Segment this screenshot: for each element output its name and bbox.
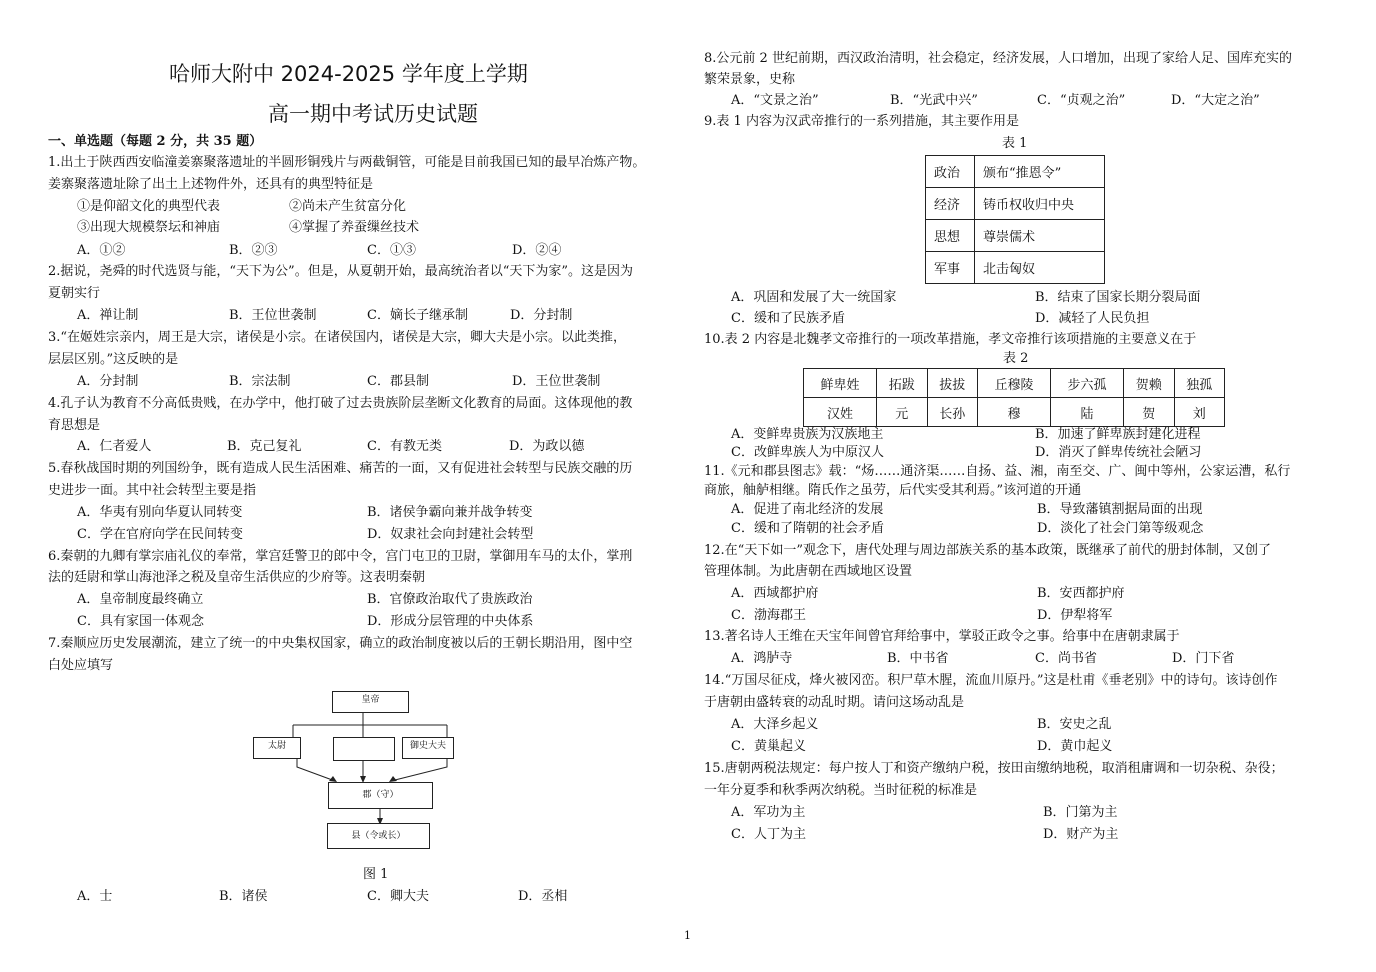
option-b: B．门第为主 — [1043, 805, 1118, 820]
question-stem: 姜寨聚落遗址除了出土上述物件外，还具有的典型特征是 — [48, 177, 374, 192]
table-cell: 拓跋 — [877, 369, 927, 398]
table-cell: 鲜卑姓 — [804, 369, 877, 398]
option-b: B．宗法制 — [229, 374, 291, 389]
option-a: A．华夷有别向华夏认同转变 — [77, 505, 243, 520]
option-d: D．消灭了鲜卑传统社会陋习 — [1035, 445, 1202, 460]
option-a: A．变鲜卑贵族为汉族地主 — [731, 427, 884, 442]
question-stem: 夏朝实行 — [48, 286, 101, 301]
table-cell: 贺赖 — [1124, 369, 1174, 398]
taiwei-box: 太尉 — [253, 737, 301, 759]
option-c: C．人丁为主 — [731, 827, 806, 842]
table-cell: 刘 — [1174, 398, 1225, 427]
table-cell: 独孤 — [1174, 369, 1225, 398]
question-stem: 商旅，舳舻相继。隋氏作之虽劳，后代实受其利焉。”该河道的开通 — [704, 483, 1082, 498]
option-d: D．减轻了人民负担 — [1035, 311, 1150, 326]
option-a: A．士 — [77, 889, 113, 904]
table-cell: 思想 — [926, 220, 975, 252]
option-b: B．诸侯 — [219, 889, 268, 904]
option-d: D．伊犁将军 — [1037, 608, 1113, 623]
statement: ①是仰韶文化的典型代表 — [77, 199, 221, 214]
option-a: A．禅让制 — [77, 308, 139, 323]
option-c: C．渤海郡王 — [731, 608, 806, 623]
option-d: D．形成分层管理的中央体系 — [367, 614, 534, 629]
table-cell: 尊崇儒术 — [975, 220, 1105, 252]
option-d: D．王位世袭制 — [512, 374, 601, 389]
option-d: D．②④ — [512, 243, 562, 258]
question-stem: 层层区别。”这反映的是 — [48, 352, 179, 367]
xian-box: 县（令或长） — [327, 823, 430, 849]
option-d: D．分封制 — [510, 308, 573, 323]
option-c: C．具有家国一体观念 — [77, 614, 204, 629]
option-a: A．大泽乡起义 — [731, 717, 819, 732]
table-cell: 军事 — [926, 252, 975, 284]
question-stem: 6.秦朝的九卿有掌宗庙礼仪的奉常，掌宫廷警卫的郎中令，宫门屯卫的卫尉，掌御用车马的太仆，掌刑 — [48, 549, 633, 564]
option-c: C．学在官府向学在民间转变 — [77, 527, 243, 542]
question-stem: 4.孔子认为教育不分高低贵贱，在办学中，他打破了过去贵族阶层垄断文化教育的局面。这体现他的教 — [48, 396, 633, 411]
statement: ③出现大规模祭坛和神庙 — [77, 220, 221, 235]
option-c: C．“贞观之治” — [1037, 93, 1126, 108]
option-a: A．仁者爱人 — [77, 439, 152, 454]
table-cell: 铸币权收归中央 — [975, 188, 1105, 220]
option-c: C．有教无类 — [367, 439, 442, 454]
question-stem: 9.表 1 内容为汉武帝推行的一系列措施，其主要作用是 — [704, 114, 1019, 129]
exam-title-line2: 高一期中考试历史试题 — [268, 102, 478, 126]
exam-title-line1: 哈师大附中 2024-2025 学年度上学期 — [169, 62, 528, 86]
option-a: A．分封制 — [77, 374, 139, 389]
option-a: A．“文景之治” — [731, 93, 819, 108]
question-stem: 15.唐朝两税法规定：每户按人丁和资产缴纳户税，按田亩缴纳地税，取消租庸调和一切杂税、杂役； — [704, 761, 1284, 776]
option-a: A．鸿胪寺 — [731, 651, 793, 666]
emperor-box: 皇帝 — [332, 691, 409, 713]
question-stem: 2.据说，尧舜的时代选贤与能，“天下为公”。但是，从夏朝开始，最高统治者以“天下为家”。这是因为 — [48, 264, 633, 279]
table-cell: 步六孤 — [1051, 369, 1124, 398]
table-cell: 长孙 — [927, 398, 977, 427]
table-2 — [803, 368, 1225, 427]
question-stem: 于唐朝由盛转衰的动乱时期。请问这场动乱是 — [704, 695, 965, 710]
option-c: C．缓和了隋朝的社会矛盾 — [731, 521, 884, 536]
option-d: D．奴隶社会向封建社会转型 — [367, 527, 534, 542]
option-b: B．安西都护府 — [1037, 586, 1125, 601]
table-cell: 贺 — [1124, 398, 1174, 427]
question-stem: 12.在“天下如一”观念下，唐代处理与周边部族关系的基本政策，既继承了前代的册封体制，又创了 — [704, 543, 1271, 558]
page-number: 1 — [684, 929, 691, 942]
table-row — [926, 156, 1105, 188]
option-b: B．“光武中兴” — [890, 93, 978, 108]
question-stem: 史进步一面。其中社会转型主要是指 — [48, 483, 257, 498]
option-b: B．导致藩镇割据局面的出现 — [1037, 502, 1203, 517]
option-d: D．门下省 — [1172, 651, 1235, 666]
question-stem: 管理体制。为此唐朝在西域地区设置 — [704, 564, 913, 579]
option-c: C．卿大夫 — [367, 889, 429, 904]
option-d: D．“大定之治” — [1171, 93, 1260, 108]
table-row — [926, 220, 1105, 252]
table-cell: 穆 — [977, 398, 1050, 427]
option-c: C．黄巢起义 — [731, 739, 806, 754]
table-caption: 表 1 — [1002, 136, 1028, 151]
question-stem: 7.秦顺应历史发展潮流，建立了统一的中央集权国家，确立的政治制度被以后的王朝长期沿用，图中空 — [48, 636, 633, 651]
figure-caption: 图 1 — [363, 867, 389, 882]
yushi-box: 御史大夫 — [402, 737, 454, 759]
question-stem: 繁荣景象，史称 — [704, 72, 796, 87]
question-stem: 1.出土于陕西西安临潼姜寨聚落遗址的半圆形铜残片与两截铜管，可能是目前我国已知的最早冶炼产物。 — [48, 155, 646, 170]
table-cell: 颁布“推恩令” — [975, 156, 1105, 188]
question-stem: 13.著名诗人王维在天宝年间曾官拜给事中，掌驳正政令之事。给事中在唐朝隶属于 — [704, 629, 1180, 644]
table-cell: 北击匈奴 — [975, 252, 1105, 284]
option-d: D．黄巾起义 — [1037, 739, 1113, 754]
option-d: D．丞相 — [518, 889, 568, 904]
jun-box: 郡（守） — [328, 782, 433, 809]
option-b: B．结束了国家长期分裂局面 — [1035, 290, 1201, 305]
option-b: B．②③ — [229, 243, 278, 258]
option-c: C．①③ — [367, 243, 416, 258]
table-cell: 元 — [877, 398, 927, 427]
table-row — [926, 252, 1105, 284]
table-row — [804, 398, 1225, 427]
option-a: A．皇帝制度最终确立 — [77, 592, 204, 607]
option-b: B．克己复礼 — [227, 439, 302, 454]
question-stem: 5.春秋战国时期的列国纷争，既有造成人民生活困难、痛苦的一面，又有促进社会转型与民族交融的历 — [48, 461, 633, 476]
question-stem: 育思想是 — [48, 418, 101, 433]
option-b: B．诸侯争霸向兼并战争转变 — [367, 505, 533, 520]
table-cell: 政治 — [926, 156, 975, 188]
table-row — [804, 369, 1225, 398]
option-b: B．官僚政治取代了贵族政治 — [367, 592, 533, 607]
table-cell: 经济 — [926, 188, 975, 220]
blank-box — [333, 737, 395, 761]
table-1 — [925, 155, 1105, 284]
question-stem: 白处应填写 — [48, 658, 114, 673]
option-c: C．尚书省 — [1035, 651, 1097, 666]
question-stem: 一年分夏季和秋季两次纳税。当时征税的标准是 — [704, 783, 978, 798]
question-stem: 8.公元前 2 世纪前期，西汉政治清明，社会稳定，经济发展，人口增加，出现了家给人足、国库充实的 — [704, 51, 1292, 66]
option-a: A．西域都护府 — [731, 586, 819, 601]
question-stem: 14.“万国尽征戍，烽火被冈峦。积尸草木腥，流血川原丹。”这是杜甫《垂老别》中的诗句。该诗创作 — [704, 673, 1278, 688]
question-stem: 法的廷尉和掌山海池泽之税及皇帝生活供应的少府等。这表明秦朝 — [48, 570, 426, 585]
option-a: A．促进了南北经济的发展 — [731, 502, 884, 517]
option-b: B．王位世袭制 — [229, 308, 317, 323]
table-cell: 丘穆陵 — [977, 369, 1050, 398]
option-b: B．安史之乱 — [1037, 717, 1112, 732]
option-a: A．军功为主 — [731, 805, 806, 820]
option-c: C．改鲜卑族人为中原汉人 — [731, 445, 884, 460]
table-cell: 陆 — [1051, 398, 1124, 427]
section-heading: 一、单选题（每题 2 分，共 35 题） — [48, 134, 263, 149]
option-d: D．淡化了社会门第等级观念 — [1037, 521, 1204, 536]
option-c: C．郡县制 — [367, 374, 429, 389]
question-stem: 3.“在姬姓宗亲内，周王是大宗，诸侯是小宗。在诸侯国内，诸侯是大宗，卿大夫是小宗。以此类推， — [48, 330, 627, 345]
option-c: C．嫡长子继承制 — [367, 308, 468, 323]
statement: ②尚未产生贫富分化 — [289, 199, 407, 214]
table-cell: 汉姓 — [804, 398, 877, 427]
option-b: B．中书省 — [887, 651, 949, 666]
option-d: D．财产为主 — [1043, 827, 1119, 842]
option-a: A．巩固和发展了大一统国家 — [731, 290, 897, 305]
option-d: D．为政以德 — [509, 439, 585, 454]
option-a: A．①② — [77, 243, 126, 258]
option-b: B．加速了鲜卑族封建化进程 — [1035, 427, 1201, 442]
table-caption: 表 2 — [1003, 351, 1029, 366]
statement: ④掌握了养蚕缫丝技术 — [289, 220, 420, 235]
table-row — [926, 188, 1105, 220]
question-stem: 11.《元和郡县图志》载：“炀……通济渠……自扬、益、湘，南至交、广、闽中等州，公家运漕，私行 — [704, 464, 1291, 479]
question-stem: 10.表 2 内容是北魏孝文帝推行的一项改革措施，孝文帝推行该项措施的主要意义在于 — [704, 332, 1197, 347]
option-c: C．缓和了民族矛盾 — [731, 311, 845, 326]
table-cell: 拔拔 — [927, 369, 977, 398]
